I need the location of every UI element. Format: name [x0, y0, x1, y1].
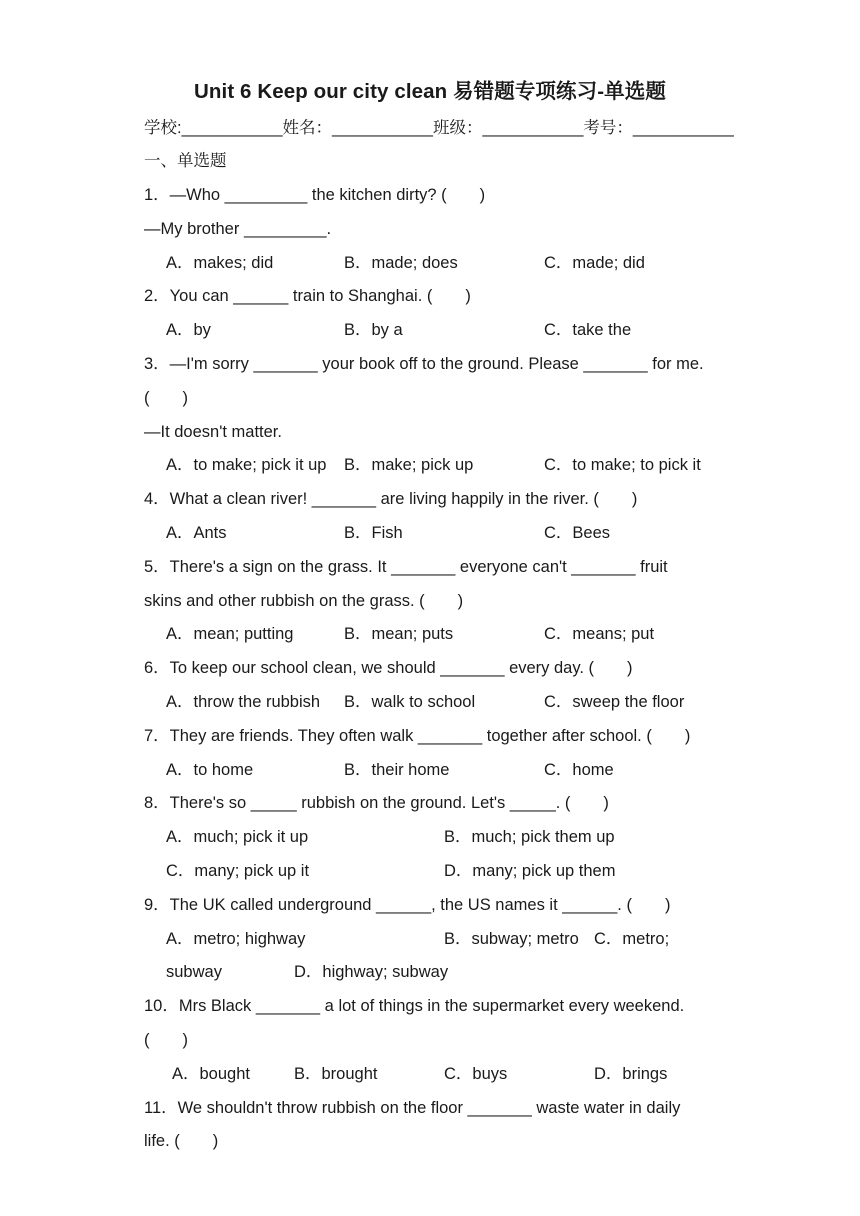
question-6-option-b: B．walk to school: [344, 693, 476, 711]
question-3-option-b: B．make; pick up: [344, 456, 474, 474]
question-10-stem: 10．Mrs Black _______ a lot of things in the supermarket every weekend.: [144, 997, 685, 1015]
question-5-option-c: C．means; put: [544, 625, 655, 643]
question-10-stem-cont: ( ): [144, 1031, 188, 1049]
question-1-option-c: C．made; did: [544, 254, 645, 272]
question-5-option-b: B．mean; puts: [344, 625, 454, 643]
question-4-stem: 4．What a clean river! _______ are living happily in the river. ( ): [144, 490, 638, 508]
student-info-line: 学校:___________姓名：___________班级：___________考号：___________: [144, 119, 734, 137]
question-3-option-c: C．to make; to pick it: [544, 456, 701, 474]
question-9-option-c: C．metro;: [594, 930, 670, 948]
question-3-stem: 3．—I'm sorry _______ your book off to the ground. Please _______ for me.: [144, 355, 704, 373]
question-11-stem: 11．We shouldn't throw rubbish on the floor _______ waste water in daily: [144, 1099, 681, 1117]
question-10-option-b: B．brought: [294, 1065, 378, 1083]
question-2-option-b: B．by a: [344, 321, 403, 339]
question-7-option-c: C．home: [544, 761, 614, 779]
question-9-option-b: B．subway; metro: [444, 930, 579, 948]
question-1-option-a: A．makes; did: [166, 254, 274, 272]
question-1-answer-line: —My brother _________.: [144, 220, 332, 238]
question-4-option-a: A．Ants: [166, 524, 227, 542]
question-5-stem-cont: skins and other rubbish on the grass. ( ): [144, 592, 464, 610]
question-4-option-c: C．Bees: [544, 524, 611, 542]
question-8-stem: 8．There's so _____ rubbish on the ground. Let's _____. ( ): [144, 794, 609, 812]
question-2-stem: 2．You can ______ train to Shanghai. ( ): [144, 287, 471, 305]
question-8-option-c: C．many; pick up it: [166, 862, 310, 880]
question-10-option-a: A．bought: [172, 1065, 250, 1083]
question-8-option-d: D．many; pick up them: [444, 862, 616, 880]
question-8-option-a: A．much; pick it up: [166, 828, 309, 846]
question-1-stem: 1．—Who _________ the kitchen dirty? ( ): [144, 186, 486, 204]
section-heading: 一、单选题: [144, 152, 227, 170]
question-6-option-a: A．throw the rubbish: [166, 693, 321, 711]
question-5-stem: 5．There's a sign on the grass. It _______ everyone can't _______ fruit: [144, 558, 668, 576]
question-7-stem: 7．They are friends. They often walk _______ together after school. ( ): [144, 727, 691, 745]
question-9-option-a: A．metro; highway: [166, 930, 306, 948]
question-5-option-a: A．mean; putting: [166, 625, 294, 643]
page-title: Unit 6 Keep our city clean 易错题专项练习-单选题: [194, 80, 666, 103]
question-9-option-c-cont: subway: [166, 963, 222, 981]
question-2-option-c: C．take the: [544, 321, 632, 339]
question-3-option-a: A．to make; pick it up: [166, 456, 327, 474]
question-9-stem: 9．The UK called underground ______, the US names it ______. ( ): [144, 896, 671, 914]
question-6-option-c: C．sweep the floor: [544, 693, 685, 711]
question-8-option-b: B．much; pick them up: [444, 828, 615, 846]
question-9-option-d: D．highway; subway: [294, 963, 449, 981]
question-1-option-b: B．made; does: [344, 254, 458, 272]
question-10-option-c: C．buys: [444, 1065, 508, 1083]
question-2-option-a: A．by: [166, 321, 211, 339]
question-3-stem-cont: ( ): [144, 389, 188, 407]
question-10-option-d: D．brings: [594, 1065, 668, 1083]
question-6-stem: 6．To keep our school clean, we should _______ every day. ( ): [144, 659, 633, 677]
question-11-stem-cont: life. ( ): [144, 1132, 219, 1150]
question-7-option-b: B．their home: [344, 761, 450, 779]
question-3-answer-line: —It doesn't matter.: [144, 423, 282, 441]
question-7-option-a: A．to home: [166, 761, 254, 779]
question-4-option-b: B．Fish: [344, 524, 403, 542]
